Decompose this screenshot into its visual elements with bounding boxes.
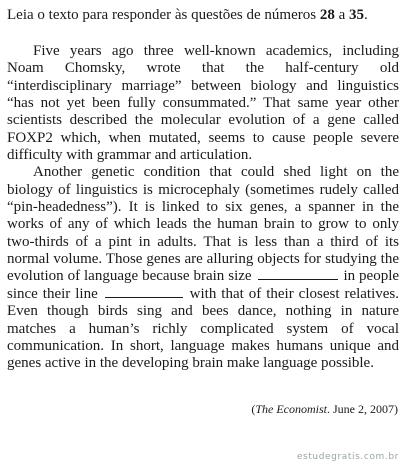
instruction-middle: a xyxy=(334,7,349,23)
passage-paragraph-2 xyxy=(7,164,399,372)
source-citation: (The Economist. June 2, 2007) xyxy=(251,402,398,416)
question-end-number: 35 xyxy=(348,7,364,23)
instruction-line xyxy=(7,6,368,24)
source-date: . June 2, 2007 xyxy=(327,402,394,416)
instruction-suffix: . xyxy=(363,7,368,23)
source-publication: The Economist xyxy=(255,402,327,416)
paragraph-2-part-3: with that of their closest relatives. Even though birds sing and bees dance, nothing in nature matches a human’s richly complicated system of vocal communication. In short, language makes humans unique and genes active in the developing brain make language possible. xyxy=(7,285,400,372)
site-watermark: estudegratis.com.br xyxy=(296,452,399,462)
passage-paragraph-1: Five years ago three well-known academics, including Noam Chomsky, wrote that the half-century old “interdisciplinary marriage” between biology and linguistics “has not yet been fully consummated.” That same year other scientists described the molecular evolution of a gene called FOXP2 which, when mutated, seems to cause people severe difficulty with grammar and articulation. xyxy=(7,43,399,164)
question-start-number: 28 xyxy=(319,7,335,23)
paragraph-2-part-1: Another genetic condition that could shed light on the biology of linguistics is microcephaly (sometimes rudely called “pin-headedness”). It is linked to six genes, a spanner in the works of any of which leads the human brain to grow to only two-thirds of a pint in adults. That is less than a third of its normal volume. Those genes are alluring objects for studying the evolution of language because brain size xyxy=(7,164,399,285)
passage-text xyxy=(7,43,399,373)
paragraph-2-part-2: in people since their line xyxy=(7,268,400,302)
fill-in-blank-2 xyxy=(105,296,183,298)
fill-in-blank-1 xyxy=(258,278,338,280)
instruction-prefix: Leia o texto para responder às questões de números xyxy=(7,7,320,23)
